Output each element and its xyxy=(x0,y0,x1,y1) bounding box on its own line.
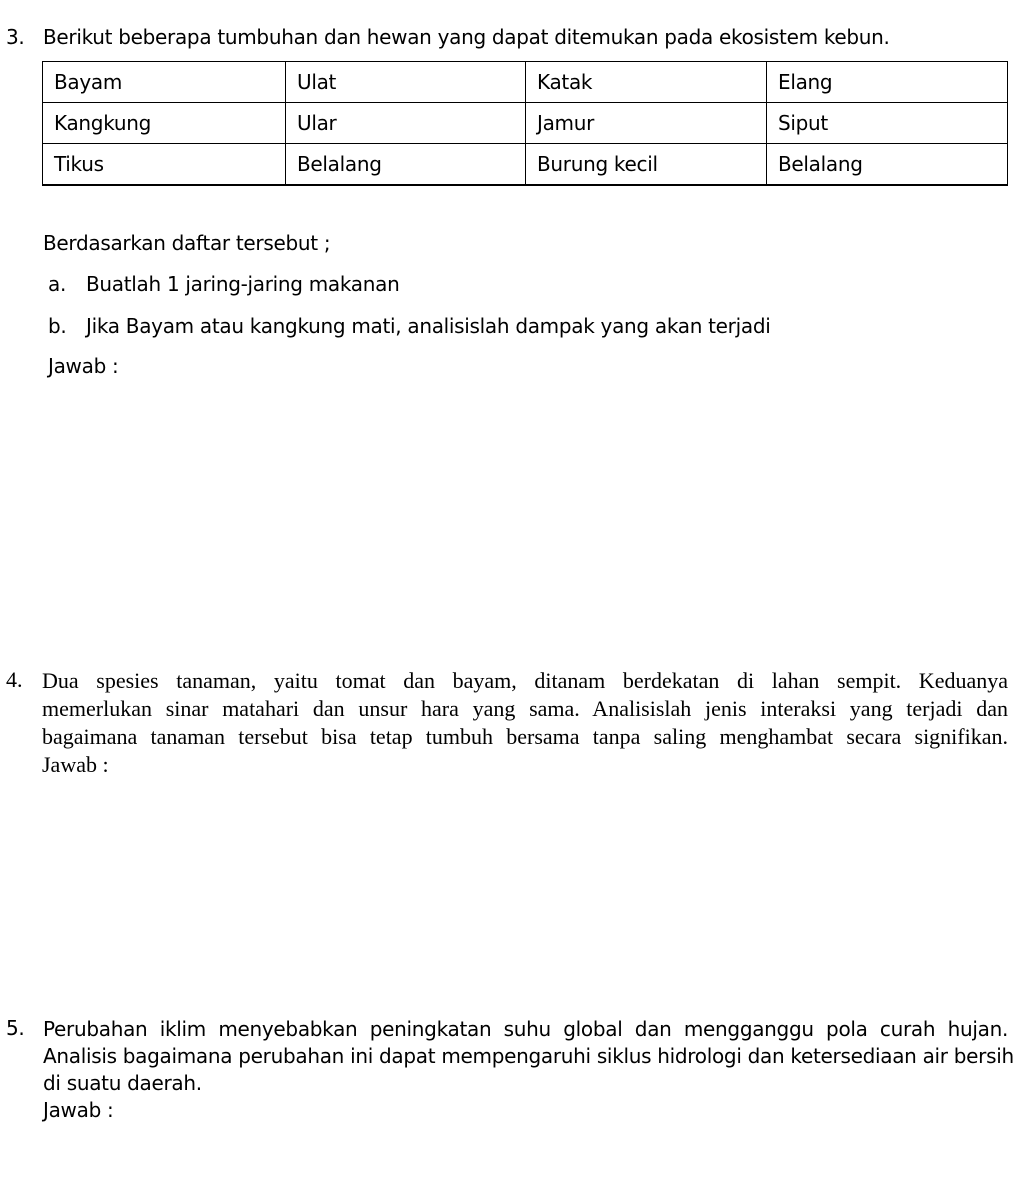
question-5-body xyxy=(43,1016,1014,1124)
question-5-answer-label: Jawab : xyxy=(43,1098,114,1122)
table-cell: Burung kecil xyxy=(526,144,767,186)
question-3-lead: Berdasarkan daftar tersebut ; xyxy=(43,231,331,255)
question-5-line: Analisis bagaimana perubahan ini dapat mempengaruhi siklus hidrologi dan ketersediaan air bersih xyxy=(43,1044,1014,1068)
table-cell: Bayam xyxy=(43,62,286,103)
question-3-answer-label: Jawab : xyxy=(48,354,119,378)
organism-table xyxy=(42,61,1008,186)
table-row xyxy=(43,103,1008,144)
question-3-stem: Berikut beberapa tumbuhan dan hewan yang dapat ditemukan pada ekosistem kebun. xyxy=(43,25,890,49)
table-cell: Ulat xyxy=(286,62,526,103)
question-4-answer-label: Jawab : xyxy=(42,752,109,777)
question-4-line: bagaimana tanaman tersebut bisa tetap tumbuh bersama tanpa saling menghambat secara signifikan. xyxy=(42,724,1008,749)
item-b-letter: b. xyxy=(48,314,67,338)
item-a-text: Buatlah 1 jaring-jaring makanan xyxy=(86,272,400,296)
question-4-number: 4. xyxy=(6,667,23,692)
question-5-line: di suatu daerah. xyxy=(43,1071,202,1095)
item-a-letter: a. xyxy=(48,272,67,296)
table-cell: Kangkung xyxy=(43,103,286,144)
table-cell: Ular xyxy=(286,103,526,144)
question-5-number: 5. xyxy=(6,1016,25,1040)
table-cell: Belalang xyxy=(767,144,1008,186)
question-4-body xyxy=(42,667,1008,779)
table-cell: Belalang xyxy=(286,144,526,186)
table-row xyxy=(43,144,1008,186)
question-3-number: 3. xyxy=(6,25,25,49)
question-4-line: Dua spesies tanaman, yaitu tomat dan bayam, ditanam berdekatan di lahan sempit. Keduanya xyxy=(42,668,1008,693)
question-4-line: memerlukan sinar matahari dan unsur hara yang sama. Analisislah jenis interaksi yang terjadi dan xyxy=(42,696,1008,721)
table-cell: Elang xyxy=(767,62,1008,103)
item-b-text: Jika Bayam atau kangkung mati, analisislah dampak yang akan terjadi xyxy=(86,314,771,338)
table-row xyxy=(43,62,1008,103)
table-cell: Katak xyxy=(526,62,767,103)
table-cell: Jamur xyxy=(526,103,767,144)
question-5-line: Perubahan iklim menyebabkan peningkatan suhu global dan mengganggu pola curah hujan. xyxy=(43,1017,1008,1041)
table-cell: Siput xyxy=(767,103,1008,144)
table-cell: Tikus xyxy=(43,144,286,186)
